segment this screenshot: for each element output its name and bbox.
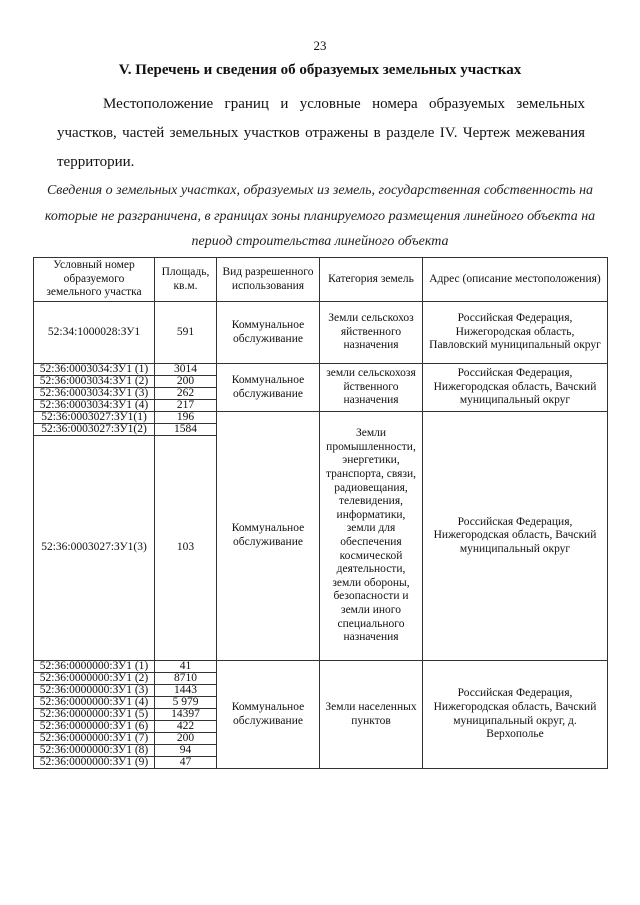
area-cell: 422 [155,721,217,733]
header-permitted-use: Вид разрешенного использования [217,258,320,302]
area-cell: 47 [155,757,217,769]
plot-id-cell: 52:36:0003034:ЗУ1 (3) [34,388,155,400]
intro-line-1: Местоположение границ и условные номера образуемых земельных [103,96,585,112]
table-header-row [34,258,608,302]
permitted-use-cell: Коммунальное обслуживание [217,661,320,769]
area-cell: 94 [155,745,217,757]
land-category-cell: Земли населенных пунктов [320,661,423,769]
address-cell: Российская Федерация, Нижегородская область, Павловский муниципальный округ [423,302,608,364]
area-cell: 196 [155,412,217,424]
area-cell: 41 [155,661,217,673]
table-row [34,364,608,376]
land-plots-table [33,257,608,769]
address-cell: Российская Федерация, Нижегородская область, Вачский муниципальный округ [423,364,608,412]
land-category-cell: земли сельскохозя йственного назначения [320,364,423,412]
table-row [34,661,608,673]
plot-id-cell: 52:36:0000000:ЗУ1 (5) [34,709,155,721]
plot-id-cell: 52:36:0003034:ЗУ1 (2) [34,376,155,388]
land-category-cell: Земли сельскохоз яйственного назначения [320,302,423,364]
intro-line-2: участков, частей земельных участков отражены в разделе IV. Чертеж межевания [57,125,585,141]
intro-line-3: территории. [57,154,135,170]
plot-id-cell: 52:36:0000000:ЗУ1 (8) [34,745,155,757]
permitted-use-cell: Коммунальное обслуживание [217,412,320,661]
table-body [34,302,608,769]
area-cell: 5 979 [155,697,217,709]
plot-id-cell: 52:36:0000000:ЗУ1 (3) [34,685,155,697]
header-plot-id: Условный номер образуемого земельного участка [34,258,155,302]
area-cell: 1584 [155,424,217,436]
area-cell: 217 [155,400,217,412]
area-cell: 3014 [155,364,217,376]
plot-id-cell: 52:36:0000000:ЗУ1 (4) [34,697,155,709]
permitted-use-cell: Коммунальное обслуживание [217,364,320,412]
plot-id-cell: 52:36:0003027:ЗУ1(2) [34,424,155,436]
plot-id-cell: 52:36:0000000:ЗУ1 (2) [34,673,155,685]
land-category-cell: Земли промышленности, энергетики, транспорта, связи, радиовещания, телевидения, информатики, земли для обеспечения космической деятельности, земли обороны, безопасности и земли иного специального назначения [320,412,423,661]
area-cell: 8710 [155,673,217,685]
section-heading: V. Перечень и сведения об образуемых земельных участках [118,62,522,78]
plot-id-cell: 52:36:0003034:ЗУ1 (4) [34,400,155,412]
intro-paragraph [57,90,585,177]
table-caption: Сведения о земельных участках, образуемых из земель, государственная собственность на которые не разграничена, в границах зоны планируемого размещения линейного объекта на период строительства линейного объекта [44,183,596,249]
page-number: 23 [313,38,327,53]
header-area: Площадь, кв.м. [155,258,217,302]
plot-id-cell: 52:36:0003034:ЗУ1 (1) [34,364,155,376]
header-land-category: Категория земель [320,258,423,302]
address-cell: Российская Федерация, Нижегородская область, Вачский муниципальный округ [423,412,608,661]
area-cell: 262 [155,388,217,400]
area-cell: 14397 [155,709,217,721]
table-row [34,302,608,364]
plot-id-cell: 52:36:0000000:ЗУ1 (6) [34,721,155,733]
area-cell: 591 [155,302,217,364]
plot-id-cell: 52:36:0000000:ЗУ1 (9) [34,757,155,769]
plot-id-cell: 52:36:0000000:ЗУ1 (7) [34,733,155,745]
permitted-use-cell: Коммунальное обслуживание [217,302,320,364]
plot-id-cell: 52:34:1000028:ЗУ1 [34,302,155,364]
address-cell: Российская Федерация, Нижегородская область, Вачский муниципальный округ, д. Верхополье [423,661,608,769]
plot-id-cell: 52:36:0000000:ЗУ1 (1) [34,661,155,673]
area-cell: 103 [155,436,217,661]
header-address: Адрес (описание местоположения) [423,258,608,302]
area-cell: 200 [155,376,217,388]
table-row [34,412,608,424]
plot-id-cell: 52:36:0003027:ЗУ1(3) [34,436,155,661]
area-cell: 200 [155,733,217,745]
plot-id-cell: 52:36:0003027:ЗУ1(1) [34,412,155,424]
area-cell: 1443 [155,685,217,697]
